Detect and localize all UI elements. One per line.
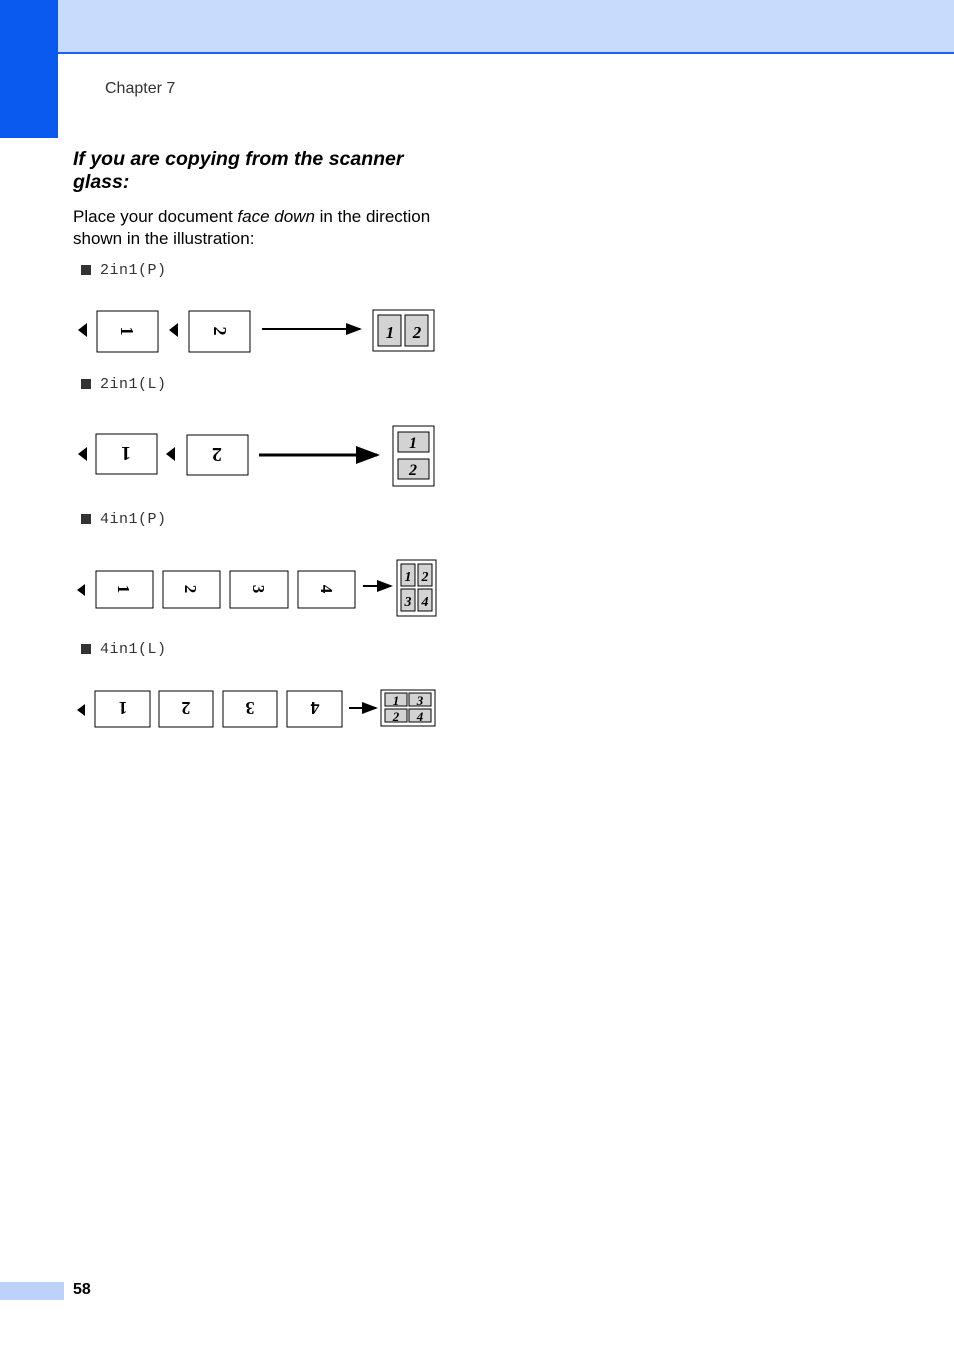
diagram-2in1-portrait: [78, 310, 434, 352]
layout-label: 4in1(P): [100, 511, 167, 528]
page-number-tab: [0, 1282, 64, 1300]
result-tile-number: 4: [421, 595, 429, 610]
direction-arrow-icon: [166, 447, 175, 461]
result-tile-number: 2: [392, 709, 400, 724]
instruction-part-1: Place your document: [73, 207, 238, 226]
rotated-glyph-icon: 4: [310, 698, 320, 718]
diagram-4in1-portrait: [77, 560, 436, 616]
direction-arrow-icon: [77, 704, 85, 716]
diagram-4in1-landscape: [77, 690, 435, 727]
rotated-glyph-icon: 2: [181, 584, 200, 594]
result-tile-number: 1: [409, 435, 417, 452]
diagram-2in1-landscape: [78, 426, 434, 486]
result-tile-number: 2: [409, 462, 417, 479]
rotated-glyph-icon: 2: [181, 698, 191, 718]
result-tile-number: 2: [412, 323, 422, 342]
rotated-glyph-icon: 2: [212, 443, 222, 465]
instruction-part-2: in the direction shown in the illustration:: [73, 207, 431, 248]
rotated-glyph-icon: 1: [121, 442, 131, 464]
rotated-glyph-icon: 2: [210, 326, 230, 336]
page-number: 58: [73, 1281, 91, 1298]
direction-arrow-icon: [78, 323, 87, 337]
direction-arrow-icon: [77, 584, 85, 596]
layout-label: 2in1(P): [100, 262, 167, 279]
layout-label: 4in1(L): [100, 641, 167, 658]
layout-label: 2in1(L): [100, 376, 167, 393]
result-tile-number: 3: [416, 693, 424, 708]
rotated-glyph-icon: 3: [245, 698, 255, 718]
rotated-glyph-icon: 4: [317, 584, 336, 594]
result-tile-number: 2: [421, 570, 429, 585]
instruction-emphasis: face down: [237, 207, 315, 226]
direction-arrow-icon: [78, 447, 87, 461]
rotated-glyph-icon: 1: [114, 584, 133, 594]
result-tile-number: 1: [404, 570, 412, 585]
result-tile-number: 3: [404, 595, 412, 610]
chapter-label: Chapter 7: [105, 80, 176, 97]
rotated-glyph-icon: 3: [249, 584, 268, 594]
result-tile-number: 1: [392, 693, 400, 708]
result-tile-number: 1: [385, 323, 395, 342]
direction-arrow-icon: [169, 323, 178, 337]
result-tile-number: 4: [416, 709, 424, 724]
rotated-glyph-icon: 1: [117, 326, 137, 336]
rotated-glyph-icon: 1: [118, 698, 128, 718]
section-heading: If you are copying from the scanner glass:: [73, 148, 404, 193]
